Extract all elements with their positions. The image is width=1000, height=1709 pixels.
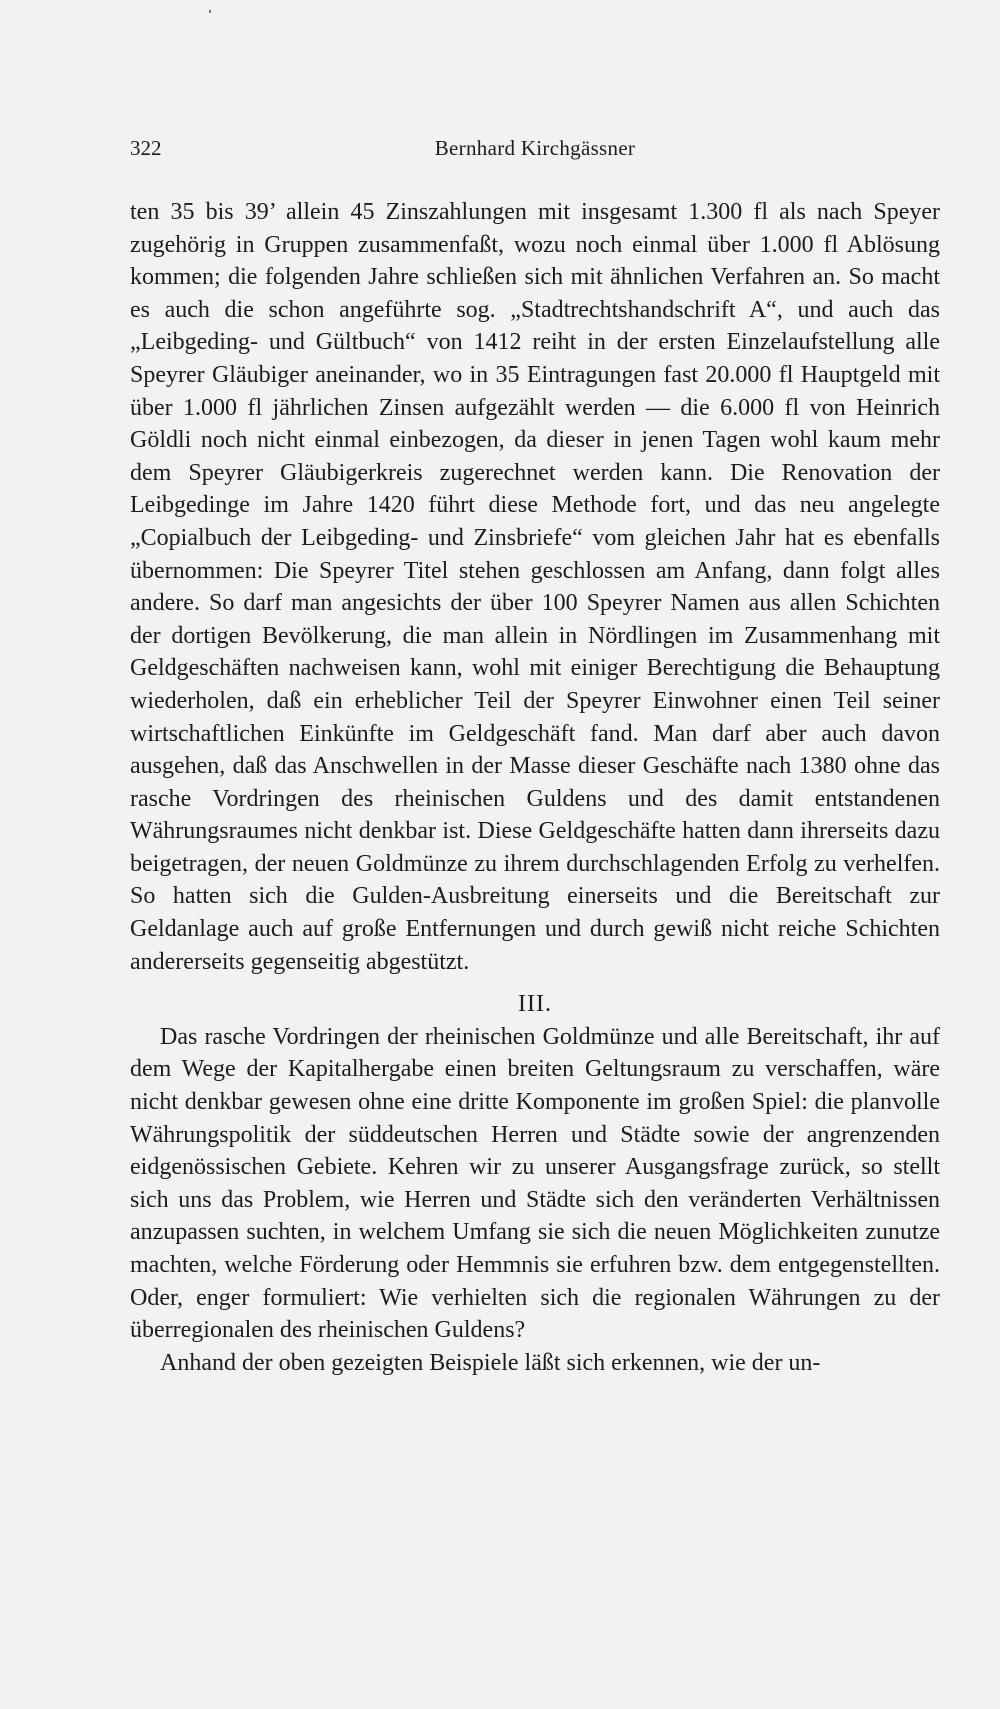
page-number: 322 (130, 136, 162, 160)
book-page (130, 128, 940, 1379)
running-title: Bernhard Kirchgässner (434, 136, 636, 160)
body-text (130, 196, 940, 1379)
paragraph-3: Anhand der oben gezeigten Beispiele läßt sich erkennen, wie der un- (160, 1349, 821, 1376)
paragraph-1: ten 35 bis 39’ allein 45 Zinszahlungen mit insgesamt 1.300 fl als nach Speyer zugehörig in Gruppen zusammenfaßt, wozu noch einmal über 1.000 fl Ablösung kommen; die folgenden Jahre schließen sich mit ähnlichen Verfahren an. So macht es auch die schon angeführte sog. „Stadtrechtshandschrift A“, und auch das „Leibgeding- und Gültbuch“ von 1412 reiht in der ersten Einzelaufstellung alle Speyrer Gläubiger aneinander, wo in 35 Eintragungen fast 20.000 fl Hauptgeld mit über 1.000 fl jährlichen Zinsen aufgezählt werden — die 6.000 fl von Heinrich Göldli noch nicht einmal einbezogen, da dieser in jenen Tagen wohl kaum mehr dem Speyrer Gläubigerkreis zugerechnet werden kann. Die Renovation der Leibgedinge im Jahre 1420 führt diese Methode fort, und das neu angelegte „Copialbuch der Leibgeding- und Zinsbriefe“ vom gleichen Jahr hat es ebenfalls übernommen: Die Speyrer Titel stehen geschlossen am Anfang, dann folgt alles andere. So darf man angesichts der über 100 Speyrer Namen aus allen Schichten der dortigen Bevölkerung, die man allein in Nördlingen im Zusammenhang mit Geldgeschäften nachweisen kann, wohl mit einiger Berechtigung die Behauptung wiederholen, daß ein erheblicher Teil der Speyrer Einwohner einen Teil seiner wirtschaftlichen Einkünfte im Geldgeschäft fand. Man darf aber auch davon ausgehen, daß das Anschwellen in der Masse dieser Geschäfte nach 1380 ohne das rasche Vordringen des rheinischen Guldens und des damit entstandenen Währungsraumes nicht denkbar ist. Diese Geldgeschäfte hatten dann ihrerseits dazu beigetragen, der neuen Goldmünze zu ihrem durchschlagenden Erfolg zu verhelfen. So hatten sich die Gulden-Ausbreitung einerseits und die Bereitschaft zur Geldanlage auch auf große Entfernungen und durch gewiß nicht reiche Schichten andererseits gegenseitig abgestützt. (130, 199, 940, 975)
paragraph-2: Das rasche Vordringen der rheinischen Goldmünze und alle Bereitschaft, ihr auf dem Wege der Kapitalhergabe einen breiten Geltungsraum zu verschaffen, wäre nicht denkbar gewesen ohne eine dritte Komponente im großen Spiel: die planvolle Währungspolitik der süddeutschen Herren und Städte sowie der angrenzenden eidgenössischen Gebiete. Kehren wir zu unserer Ausgangsfrage zurück, so stellt sich uns das Problem, wie Herren und Städte sich den veränderten Verhältnissen anzupassen suchten, in welchem Umfang sie sich die neuen Möglichkeiten zunutze machten, welche Förderung oder Hemmnis sie erfuhren bzw. dem entgegenstellten. Oder, enger formuliert: Wie verhielten sich die regionalen Währungen zu der überregionalen des rheinischen Guldens? (130, 1023, 940, 1344)
section-heading: III. (518, 991, 552, 1018)
running-head (130, 128, 940, 168)
scan-speck (209, 10, 211, 13)
